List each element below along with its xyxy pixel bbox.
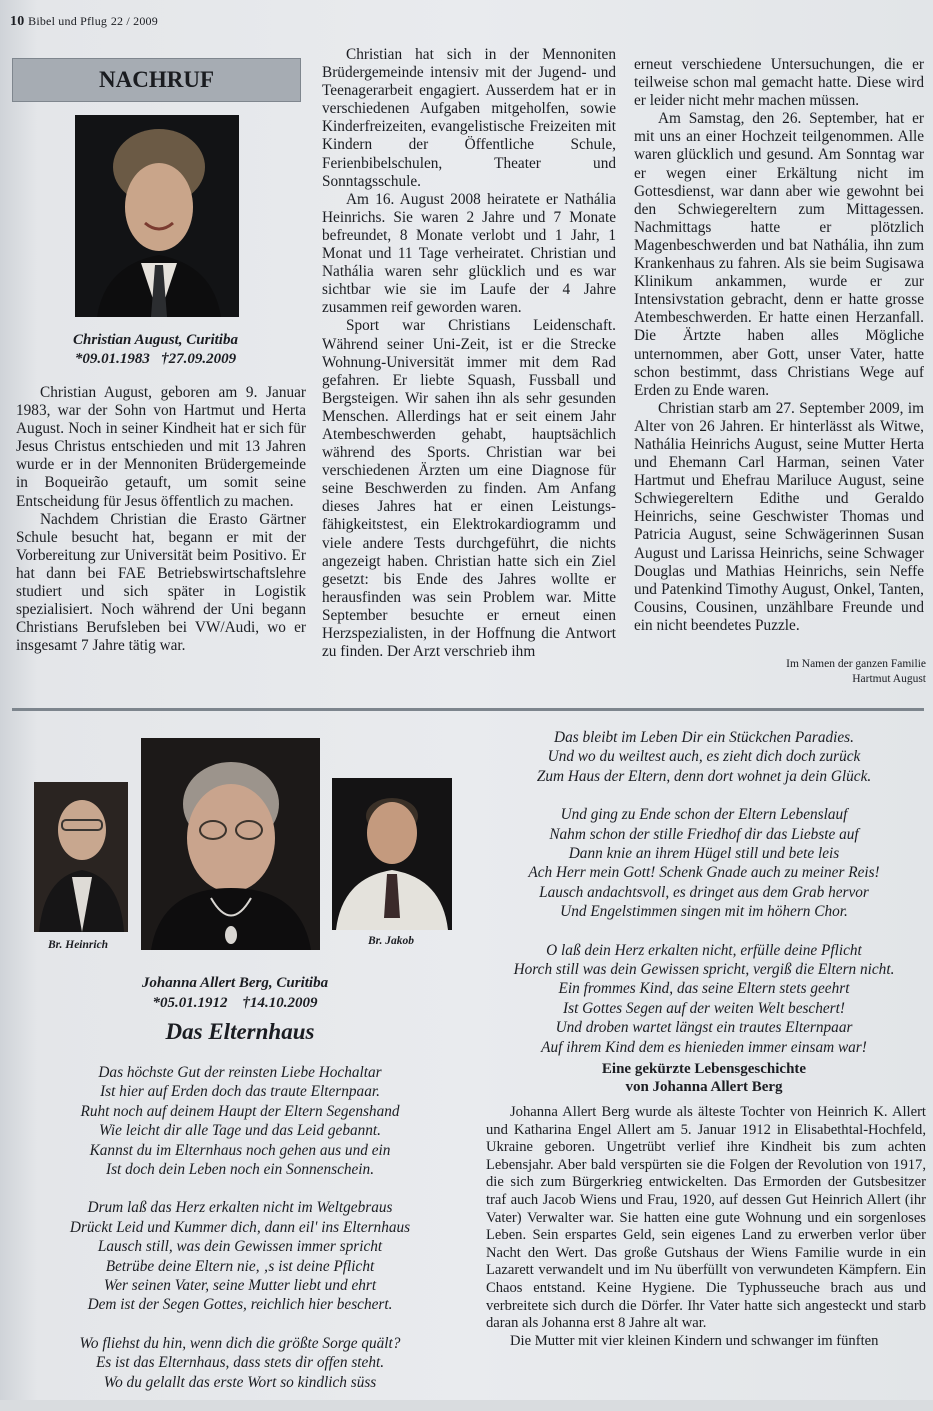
paragraph: erneut verschiedene Untersuchungen, die er teilweise schon mal gemacht hatte. Diese wird er leider nicht mehr machen müssen. [634,56,924,110]
poem-line: Wie leicht dir alle Tage und das Leid gebannt. [99,1122,381,1140]
section-divider [12,708,924,711]
magazine-name: Bibel und Pflug [28,14,108,28]
poem-right-column [486,728,922,1076]
johanna-berg-photo [141,738,320,950]
poem-line: Lausch andachtsvoll, es dringet aus dem Grab hervor [539,883,869,901]
br-heinrich-label: Br. Heinrich [48,939,109,951]
poem-line: Wo fliehst du hin, wenn dich die größte Sorge quält? [79,1334,401,1352]
nachruf-column-1 [16,384,306,655]
paragraph: Christian starb am 27. September 2009, im Alter von 26 Jahren. Er hinterlässt als Witwe, Nathália Heinrichs August, seine Mutter Herta und Ehemann Carl Harman, seinen Vater Hartmut und Ehefrau Mariluce August, seine Schwiegereltern Edithe und Geraldo Heinrichs, seine Geschwister Thomas und Patricia August, seine Schwägerinnen Susan August und Larissa Heinrichs, seine Schwager Douglas und Mathias Heinrichs, sein Neffe und Patenkind Timothy August, Onkel, Tanten, Cousins, Cousinen, unzählbare Freunde und ein nicht beendetes Puzzle. [634,399,924,634]
signature-name: Hartmut August [852,673,926,685]
page-number: 10 [10,14,25,29]
christian-caption-dates: *09.01.1983 †27.09.2009 [74,351,237,367]
poem-line: Nahm schon der stille Friedhof dir das Liebste auf [549,825,859,843]
poem-line: Lausch still, was dein Gewissen immer spricht [97,1238,383,1256]
poem-line: Auf ihrem Kind dem es hienieden immer einsam war! [541,1038,867,1056]
poem-line: Das höchste Gut der reinsten Liebe Hochaltar [98,1064,382,1081]
poem-line: Das bleibt im Leben Dir ein Stückchen Paradies. [554,729,854,746]
poem-stanza [486,941,922,1057]
poem-line: Und droben wartet längst ein trautes Elternpaar [555,1019,853,1037]
nachruf-column-2 [322,46,616,661]
poem-line: Horch still was dein Gewissen spricht, vergiß die Eltern nicht. [513,961,895,979]
poem-line: Es ist das Elternhaus, dass stets dir offen steht. [95,1354,385,1372]
paragraph: Christian hat sich in der Mennoniten Brüdergemeinde intensiv mit der Jugend- und Teenagerarbeit engagiert. Ausserdem hat er in verschiedenen Aufgaben mitgeholfen, sowie Kinderfreizeiten, evangelistische Freizeiten mit Kindern der Öffentliche Schule, Ferienbibelschulen, Theater und Sonntagsschule. [322,46,616,190]
poem-line: Wo du gelallt das erste Wort so kindlich süss [103,1373,377,1391]
christian-caption-name: Christian August, Curitiba [73,332,238,348]
poem-line: Drum laß das Herz erkalten nicht im Weltgebraus [87,1199,393,1217]
issue-number: 22 / 2009 [110,14,158,28]
br-jakob-label: Br. Jakob [368,935,415,947]
br-jakob-photo [332,778,452,930]
paragraph: Johanna Allert Berg wurde als älteste Tochter von Heinrich K. Allert und Katharina Engel Allert am 5. Januar 1912 in Elisabethtal-Hochfeld, Ukraine geboren. Ungetrübt verlief ihre Kindheit bis zum achten Lebensjahr. Aber bald verspürten sie die Folgen der Revolution von 1917, die sich zum Bürgerkrieg entwickelten. Das Ermorden der Gutsbesitzer traf auch Jacob Wiens und Frau, 1920, auf dessen Gut Heinrich Allert (ihr Vater) Verwalter war. Sie hatten eine gute Wohnung und ein sorgenloses Leben. Sein erspartes Geld, sein eigenes Land zu erwerben verlor über Nacht den Wert. Das große Gutshaus der Wiens Familie wurde in ein Lazarett verwandelt und im Nu überfüllt von verwundeten Kämpfern. Ein Chaos entstand. Keine Hygiene. Die Typhusseuche brach aus und verbreitete sich durch die Dörfer. Ihr Vater hatte sich angesteckt und starb daran als Johanna erst 8 Jahre alt war. [486,1104,926,1332]
poem-line: Dem ist der Segen Gottes, reichlich hier beschert. [87,1296,393,1314]
poem-line: Und Engelstimmen singen mit im höhern Chor. [560,903,848,921]
bio-heading [486,1060,922,1096]
running-header [10,14,158,30]
nachruf-column-3 [634,56,924,635]
paragraph: Am Samstag, den 26. September, hat er mit uns an einer Hochzeit teilgenommen. Alle waren glücklich und gesund. Am Sonntag war er wegen einer Erkältung nicht im Gottesdienst, war dann aber wie gewohnt bei den Schwiegereltern zum Mittagessen. Nachmittags hatte er plötzlich Magenbeschwerden und bat Nathália, ihn zum Krankenhaus zu fahren. Als sie beim Sugisawa Klinikum ankammen, wurde er zur Intensivstation gebracht, denn er hatte grosse Atembeschwerden. Er hatte einen Herzanfall. Die Ärtzte haben alles Mögliche unternommen, aber Gott, unser Vater, hatte schon bestimmt, dass Christians Wege auf Erden zu Ende waren. [634,110,924,399]
poem-line: Betrübe deine Eltern nie, ‚s ist deine Pflicht [105,1257,375,1275]
paragraph: Die Mutter mit vier kleinen Kindern und schwanger im fünften [510,1332,879,1349]
poem-line: Ruht noch auf deinem Haupt der Eltern Segenshand [80,1102,400,1120]
poem-line: Kannst du im Elternhaus noch gehen aus und ein [89,1141,391,1159]
br-heinrich-photo [34,782,128,932]
johanna-caption [100,973,370,1013]
poem-line: O laß dein Herz erkalten nicht, erfülle deine Pflicht [546,941,862,959]
poem-stanza [486,805,922,921]
paragraph: Am 16. August 2008 heiratete er Nathália Heinrichs. Sie waren 2 Jahre und 7 Monate befreundet, 8 Monate verlobt und 1 Jahr, 1 Monat und 11 Tage verheiratet. Christian und Nathália waren sehr glücklich und es war sichtbar wie sie im Laufe der 4 Jahre zusammen reif geworden waren. [322,190,616,317]
bio-column [486,1104,926,1350]
paragraph: Christian August, geboren am 9. Januar 1983, war der Sohn von Hartmut und Herta August. Noch in seiner Kindheit hat er sich für Jesus Christus entschieden und mit 13 Jahren wurde er in der Mennoniten Brüdergemeinde in Boqueirão getauft, um somit seine Entscheidung für Jesus öffentlich zu machen. [16,384,306,510]
johanna-caption-name: Johanna Allert Berg, Curitiba [141,975,329,991]
poem-line: Und ging zu Ende schon der Eltern Lebenslauf [560,806,848,824]
poem-stanza [486,728,922,786]
poem-line: Wer seinen Vater, seine Mutter liebt und ehrt [103,1277,377,1295]
poem-title: Das Elternhaus [165,1019,315,1044]
johanna-caption-dates: *05.01.1912 †14.10.2009 [152,995,318,1011]
poem-line: Ist Gottes Segen auf der weiten Welt beschert! [563,999,845,1017]
poem-line: Und wo du weiltest auch, es zieht dich doch zurück [547,748,861,766]
poem-line: Ist hier auf Erden doch das traute Elternpaar. [100,1083,380,1101]
christian-caption [12,331,299,369]
signature-line: Im Namen der ganzen Familie [786,658,926,670]
poem-line: Ist doch dein Leben noch ein Sonnenschein. [105,1161,375,1179]
poem-left-column [20,1063,460,1411]
bio-heading-line: Eine gekürzte Lebensgeschichte [601,1061,807,1077]
christian-portrait-photo [75,115,239,317]
poem-stanza [20,1063,460,1179]
paragraph: Nachdem Christian die Erasto Gärtner Schule besucht hat, begann er mit der Vorbereitung zur Universität beim Positivo. Er hat dann bei FAE Betriebswirtschaftslehre studiert und sich später in Logistik spezialisiert. Noch während der Uni begann Christians Berufsleben bei VW/Audi, wo er insgesamt 7 Jahre tätig war. [16,510,306,655]
poem-stanza [20,1198,460,1314]
poem-line: Dann knie an ihrem Hügel still und bete leis [568,845,840,863]
poem-line: Zum Haus der Eltern, denn dort wohnet ja dein Glück. [536,767,872,785]
poem-line: Ein frommes Kind, das seine Eltern stets geehrt [558,980,850,998]
family-signature [634,657,926,687]
poem-line: Drückt Leid und Kummer dich, dann eil' ins Elternhaus [69,1218,411,1236]
bio-heading-line: von Johanna Allert Berg [625,1079,783,1095]
paragraph: Sport war Christians Leidenschaft. Während seiner Uni-Zeit, ist er die Strecke Wohnung-Universität immer mit dem Rad gefahren. Er liebte Squash, Fussball und Bergsteigen. Wir sahen ihn als sehr gesunden Menschen. Allerdings hat er seit einem Jahr Atembeschwerden gehabt, hauptsächlich während des Sports. Christian war bei verschiedenen Ärzten um eine Diagnose für seine Beschwerden zu finden. Am Anfang dieses Jahres hat er einen Leistungs-fähigkeitstest, ein Elektrokardiogramm und viele andere Tests durchgeführt, die nichts angezeigt haben. Christian hatte sich ein Ziel gesetzt: bis Ende des Jahres wollte er herausfinden was sein Problem war. Mitte September besuchte er erneut einen Herzspezialisten, in der Hoffnung die Antwort zu finden. Der Arzt verschrieb ihm [322,317,616,661]
nachruf-heading: NACHRUF [12,58,301,102]
poem-line: Ach Herr mein Gott! Schenk Gnade auch zu meiner Reis! [528,864,880,882]
poem-stanza [20,1334,460,1392]
